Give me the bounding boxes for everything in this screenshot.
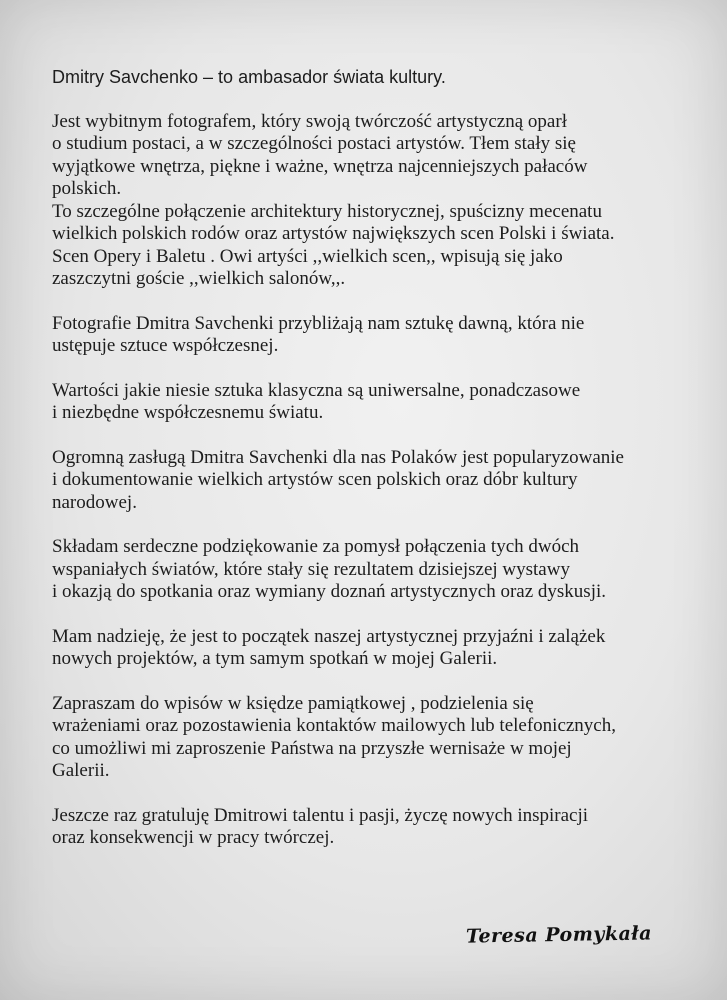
- text-line: wrażeniami oraz pozostawienia kontaktów mailowych lub telefonicznych,: [52, 715, 616, 736]
- text-line: wielkich polskich rodów oraz artystów największych scen Polski i świata.: [52, 223, 615, 244]
- text-line: wspaniałych światów, które stały się rezultatem dzisiejszej wystawy: [52, 558, 570, 580]
- signature: Teresa Pomykała: [465, 922, 653, 948]
- text-line: i niezbędne współczesnemu światu.: [52, 402, 324, 423]
- paragraph-2: [52, 313, 712, 358]
- text-line: Fotografie Dmitra Savchenki przybliżają nam sztukę dawną, która nie: [52, 312, 585, 334]
- text-line: i dokumentowanie wielkich artystów scen polskich oraz dóbr kultury: [52, 469, 578, 490]
- text-line: Wartości jakie niesie sztuka klasyczna są uniwersalne, ponadczasowe: [52, 379, 581, 401]
- letter-heading: Dmitry Savchenko – to ambasador świata kultury.: [52, 67, 446, 87]
- text-line: narodowej.: [52, 491, 137, 513]
- letter-body: [52, 66, 712, 872]
- paragraph-4: [52, 447, 712, 515]
- text-line: co umożliwi mi zaproszenie Państwa na przyszłe wernisaże w mojej: [52, 737, 572, 759]
- paragraph-3: [52, 380, 712, 425]
- text-line: wyjątkowe wnętrza, piękne i ważne, wnętrza najcenniejszych pałaców: [52, 155, 588, 177]
- text-line: Mam nadzieję, że jest to początek naszej artystycznej przyjaźni i zalążek: [52, 625, 606, 647]
- text-line: o studium postaci, a w szczególności postaci artystów. Tłem stały się: [52, 133, 576, 154]
- text-line: Składam serdeczne podziękowanie za pomysł połączenia tych dwóch: [52, 536, 580, 557]
- text-line: nowych projektów, a tym samym spotkań w mojej Galerii.: [52, 648, 498, 669]
- text-line: zaszczytni goście ,,wielkich salonów,,.: [52, 268, 346, 289]
- paragraph-7: [52, 693, 712, 783]
- text-line: Scen Opery i Baletu . Owi artyści ,,wielkich scen,, wpisują się jako: [52, 245, 563, 267]
- text-line: Galerii.: [52, 760, 110, 781]
- text-line: Ogromną zasługą Dmitra Savchenki dla nas Polaków jest popularyzowanie: [52, 446, 624, 468]
- text-line: Zapraszam do wpisów w księdze pamiątkowej , podzielenia się: [52, 692, 534, 714]
- paragraph-8: [52, 805, 712, 850]
- text-line: ustępuje sztuce współczesnej.: [52, 335, 279, 356]
- text-line: polskich.: [52, 178, 122, 199]
- text-line: oraz konsekwencji w pracy twórczej.: [52, 827, 335, 848]
- text-line: i okazją do spotkania oraz wymiany doznań artystycznych oraz dyskusji.: [52, 581, 606, 602]
- text-line: To szczególne połączenie architektury historycznej, spuścizny mecenatu: [52, 200, 602, 222]
- paragraph-1: [52, 111, 712, 291]
- paragraph-6: [52, 626, 712, 671]
- paragraph-5: [52, 536, 712, 604]
- text-line: Jest wybitnym fotografem, który swoją twórczość artystyczną oparł: [52, 110, 567, 132]
- text-line: Jeszcze raz gratuluję Dmitrowi talentu i pasji, życzę nowych inspiracji: [52, 804, 589, 826]
